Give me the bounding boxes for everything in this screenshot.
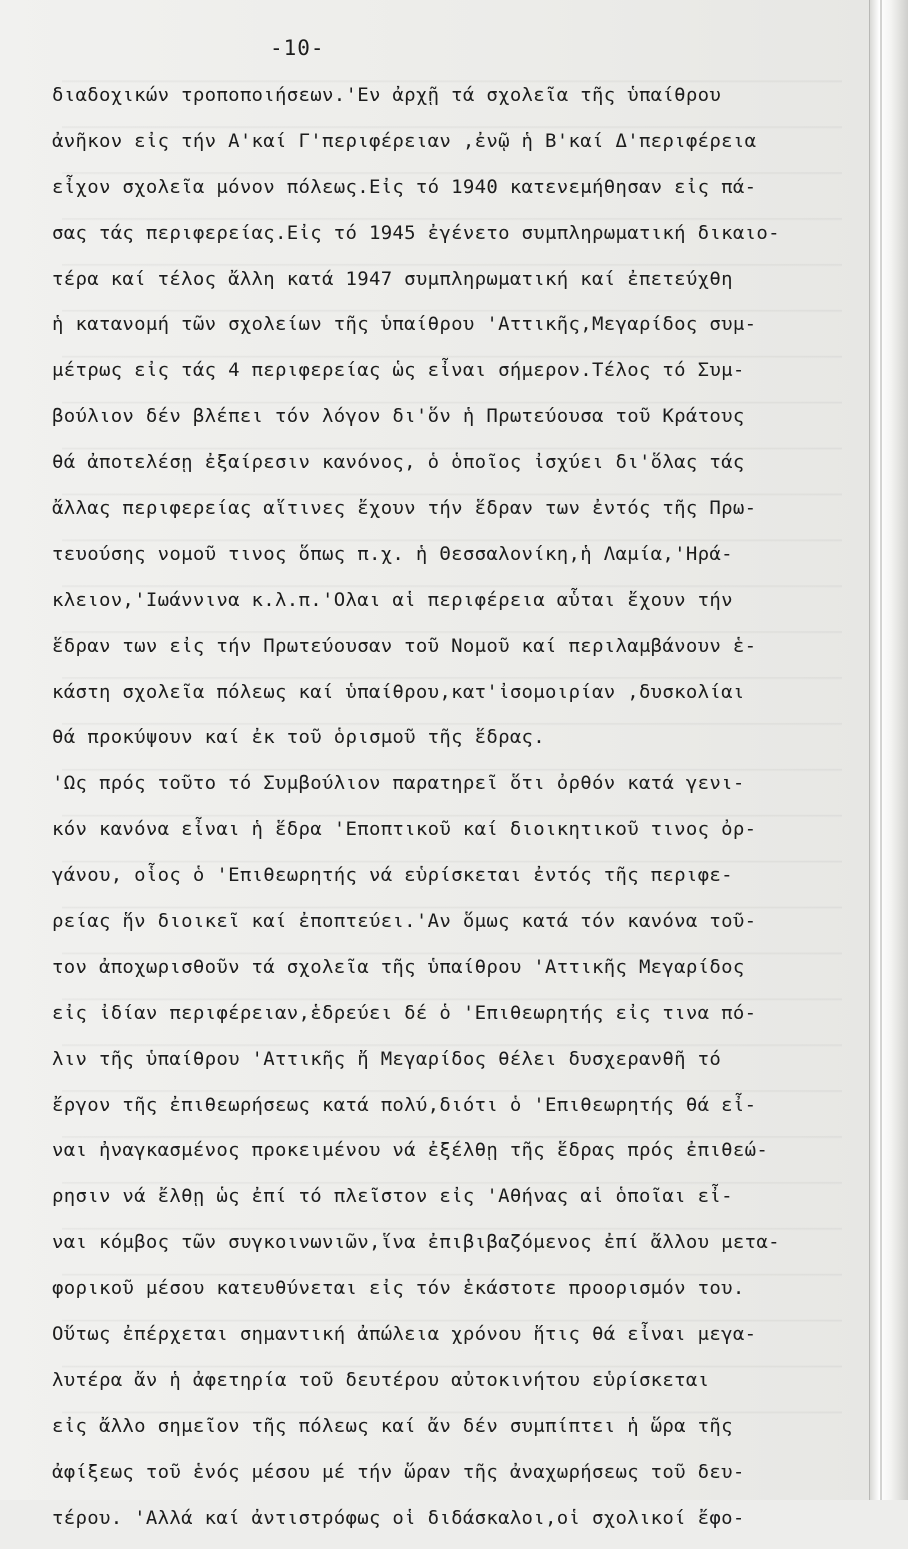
text-line: εἰς ἄλλο σημεῖον τῆς πόλεως καί ἄν δέν συμπίπτει ἡ ὥρα τῆς [52,1414,733,1437]
text-line: τον ἀποχωρισθοῦν τά σχολεῖα τῆς ὑπαίθρου 'Αττικῆς Μεγαρίδος [52,955,745,978]
text-line: ἀνῆκον εἰς τήν Α'καί Γ'περιφέρειαν ,ἐνῷ ἡ Β'καί Δ'περιφέρεια [52,129,757,152]
text-line: κλειον,'Ιωάννινα κ.λ.π.'Ολαι αἱ περιφέρεια αὗται ἔχουν τήν [52,588,733,611]
text-line: τέρου. 'Αλλά καί ἀντιστρόφως οἱ διδάσκαλοι,οἱ σχολικοί ἔφο- [52,1506,745,1529]
text-line: λιν τῆς ὑπαίθρου 'Αττικῆς ἤ Μεγαρίδος θέλει δυσχερανθῆ τό [52,1047,722,1070]
text-line: ρησιν νά ἔλθῃ ὡς ἐπί τό πλεῖστον εἰς 'Αθήνας αἱ ὁποῖαι εἶ- [52,1185,733,1208]
text-line: διαδοχικών τροποποιήσεων.'Εν ἀρχῇ τά σχολεῖα τῆς ὑπαίθρου [52,84,722,106]
text-line: ρείας ἥν διοικεῖ καί ἐποπτεύει.'Αν ὅμως κατά τόν κανόνα τοῦ- [52,910,757,933]
text-line: κόν κανόνα εἶναι ἡ ἕδρα 'Εποπτικοῦ καί διοικητικοῦ τινος ὀρ- [52,818,757,841]
typewritten-body [52,80,882,1549]
text-line: κάστη σχολεῖα πόλεως καί ὑπαίθρου,κατ'ἰσομοιρίαν ,δυσκολίαι [52,680,745,703]
text-line: τευούσης νομοῦ τινος ὅπως π.χ. ἡ Θεσσαλονίκη,ἡ Λαμία,'Ηρά- [52,542,733,565]
text-line: μέτρως εἰς τάς 4 περιφερείας ὡς εἶναι σήμερον.Τέλος τό Συμ- [52,359,745,382]
text-line: θά προκύψουν καί ἐκ τοῦ ὁρισμοῦ τῆς ἕδρας. [52,726,546,749]
text-line: ἡ κατανομή τῶν σχολείων τῆς ὑπαίθρου 'Αττικῆς,Μεγαρίδος συμ- [52,313,757,336]
text-line: εἰς ἰδίαν περιφέρειαν,ἑδρεύει δέ ὁ 'Επιθεωρητής εἰς τινα πό- [52,1001,757,1024]
page-number: -10- [270,36,325,60]
text-line: Οὕτως ἐπέρχεται σημαντική ἀπώλεια χρόνου ἥτις θά εἶναι μεγα- [52,1323,757,1346]
text-line: εἶχον σχολεῖα μόνον πόλεως.Εἰς τό 1940 κατενεμήθησαν εἰς πά- [52,175,757,198]
text-line: βούλιον δέν βλέπει τόν λόγον δι'ὅν ἡ Πρωτεύουσα τοῦ Κράτους [52,405,745,428]
text-line: ἕδραν των εἰς τήν Πρωτεύουσαν τοῦ Νομοῦ καί περιλαμβάνουν ἑ- [52,634,757,657]
text-line: γάνου, οἷος ὁ 'Επιθεωρητής νά εὑρίσκεται ἐντός τῆς περιφε- [52,864,733,887]
text-line: ναι ἠναγκασμένος προκειμένου νά ἐξέλθῃ τῆς ἕδρας πρός ἐπιθεώ- [52,1139,769,1162]
text-line: ἄλλας περιφερείας αἵτινες ἔχουν τήν ἕδραν των ἐντός τῆς Πρω- [52,497,757,520]
text-line: λυτέρα ἄν ἡ ἀφετηρία τοῦ δευτέρου αὐτοκινήτου εὑρίσκεται [52,1368,710,1391]
page-edge-binding [869,0,908,1500]
text-line: 'Ως πρός τοῦτο τό Συμβούλιον παρατηρεῖ ὅτι ὀρθόν κατά γενι- [52,772,745,795]
text-line: τέρα καί τέλος ἄλλη κατά 1947 συμπληρωματική καί ἐπετεύχθη [52,267,733,290]
text-line: φορικοῦ μέσου κατευθύνεται εἰς τόν ἑκάστοτε προορισμόν του. [52,1277,745,1300]
text-line: ἔργον τῆς ἐπιθεωρήσεως κατά πολύ,διότι ὁ 'Επιθεωρητής θά εἶ- [52,1093,757,1116]
text-line: ἀφίξεως τοῦ ἑνός μέσου μέ τήν ὥραν τῆς ἀναχωρήσεως τοῦ δευ- [52,1460,745,1483]
text-line: θά ἀποτελέσῃ ἐξαίρεσιν κανόνος, ὁ ὁποῖος ἰσχύει δι'ὅλας τάς [52,451,745,474]
text-line: σας τάς περιφερείας.Εἰς τό 1945 ἐγένετο συμπληρωματική δικαιο- [52,221,780,244]
text-line: ναι κόμβος τῶν συγκοινωνιῶν,ἵνα ἐπιβιβαζόμενος ἐπί ἄλλου μετα- [52,1231,780,1254]
